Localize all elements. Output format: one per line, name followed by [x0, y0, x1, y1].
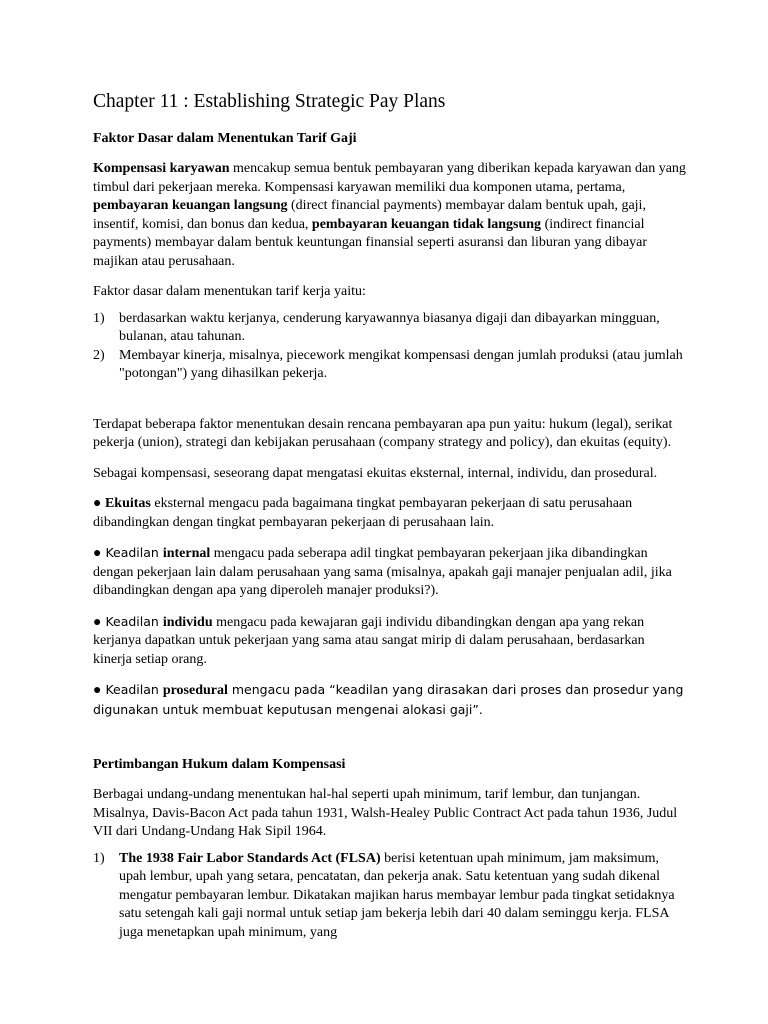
paragraph-equity-types: Sebagai kompensasi, seseorang dapat mengatasi ekuitas eksternal, internal, individu, dan prosedural. — [93, 465, 658, 481]
chapter-title: Chapter 11 : Establishing Strategic Pay Plans — [93, 91, 446, 112]
paragraph-legal-intro: Berbagai undang-undang menentukan hal-hal seperti upah minimum, tarif lembur, dan tunjangan. Misalnya, Davis-Bacon Act pada tahun 1931, Walsh-Healey Public Contract Act pada tahun 1936, Judul VII dari Undang-Undang Hak Sipil 1964. — [93, 787, 678, 839]
list-item: 2) Membayar kinerja, misalnya, piecework mengikat kompensasi dengan jumlah produksi (atau jumlah "potongan") yang dihasilkan pekerja. — [93, 347, 683, 381]
paragraph-basic-factors-intro: Faktor dasar dalam menentukan tarif kerja yaitu: — [93, 284, 366, 299]
bold-term: pembayaran keuangan tidak langsung — [311, 216, 542, 232]
bullet-icon: ● — [93, 614, 102, 630]
bullet-icon: ● — [93, 546, 102, 561]
section-heading-pay-factors: Faktor Dasar dalam Menentukan Tarif Gaji — [93, 131, 357, 146]
paragraph-compensation-definition: Kompensasi karyawan mencakup semua bentuk pembayaran yang diberikan kepada karyawan dan yang timbul dari pekerjaan mereka. Kompensasi karyawan memiliki dua komponen utama, pertama, pembayaran keuangan langsung (direct financial payments) membayar dalam bentuk upah, gaji, insentif, komisi, dan bonus dan kedua, pembayaran keuangan tidak langsung (indirect financial payments) membayar dalam bentuk keuntungan finansial seperti asuransi dan liburan yang dibayar majikan atau perusahaan. — [93, 161, 686, 269]
bullet-procedural-equity: ● Keadilan prosedural mengacu pada “keadilan yang dirasakan dari proses dan prosedur yang digunakan untuk membuat keputusan mengenai alokasi gaji”. — [93, 682, 684, 717]
bold-term: pembayaran keuangan langsung — [93, 198, 288, 213]
basic-factors-list — [93, 310, 686, 384]
spacer — [93, 720, 686, 740]
bullet-external-equity: ● Ekuitas eksternal mengacu pada bagaimana tingkat pembayaran pekerjaan di satu perusahaan dibandingkan dengan tingkat pembayaran pekerjaan di perusahaan lain. — [93, 496, 633, 530]
bullet-icon: ● — [93, 496, 102, 511]
bullet-internal-equity: ● Keadilan internal mengacu pada seberapa adil tingkat pembayaran pekerjaan jika dibandingkan dengan pekerjaan lain dalam perusahaan yang sama (misalnya, apakah gaji manajer penjualan adil, jika dibandingkan dengan apa yang diperoleh manajer produksi?). — [93, 545, 672, 598]
list-item: 1) The 1938 Fair Labor Standards Act (FLSA) berisi ketentuan upah minimum, jam maksimum, upah lembur, upah yang setara, pencatatan, dan pekerja anak. Satu ketentuan yang sudah dikenal mengatur pembayaran lembur. Dikatakan majikan harus membayar lembur pada tingkat setidaknya satu setengah kali gaji normal untuk setiap jam bekerja lebih dari 40 dalam seminggu kerja. FLSA juga menetapkan upah minimum, yang — [93, 850, 675, 940]
bullet-individual-equity: ● Keadilan individu mengacu pada kewajaran gaji individu dibandingkan dengan apa yang rekan kerjanya dapatkan untuk pekerjaan yang sama atau sangat mirip di dalam perusahaan, berdasarkan kinerja setiap orang. — [93, 613, 645, 667]
spacer — [93, 384, 686, 404]
bullet-icon: ● — [93, 683, 102, 698]
legal-list — [93, 850, 686, 943]
bold-term: Kompensasi karyawan — [93, 161, 230, 176]
section-heading-legal: Pertimbangan Hukum dalam Kompensasi — [93, 757, 346, 772]
paragraph-design-factors: Terdapat beberapa faktor menentukan desain rencana pembayaran apa pun yaitu: hukum (legal), serikat pekerja (union), strategi dan kebijakan perusahaan (company strategy and policy), dan ekuitas (equity). — [93, 416, 673, 450]
list-item: 1) berdasarkan waktu kerjanya, cenderung karyawannya biasanya digaji dan dibayarkan mingguan, bulanan, atau tahunan. — [93, 310, 660, 344]
